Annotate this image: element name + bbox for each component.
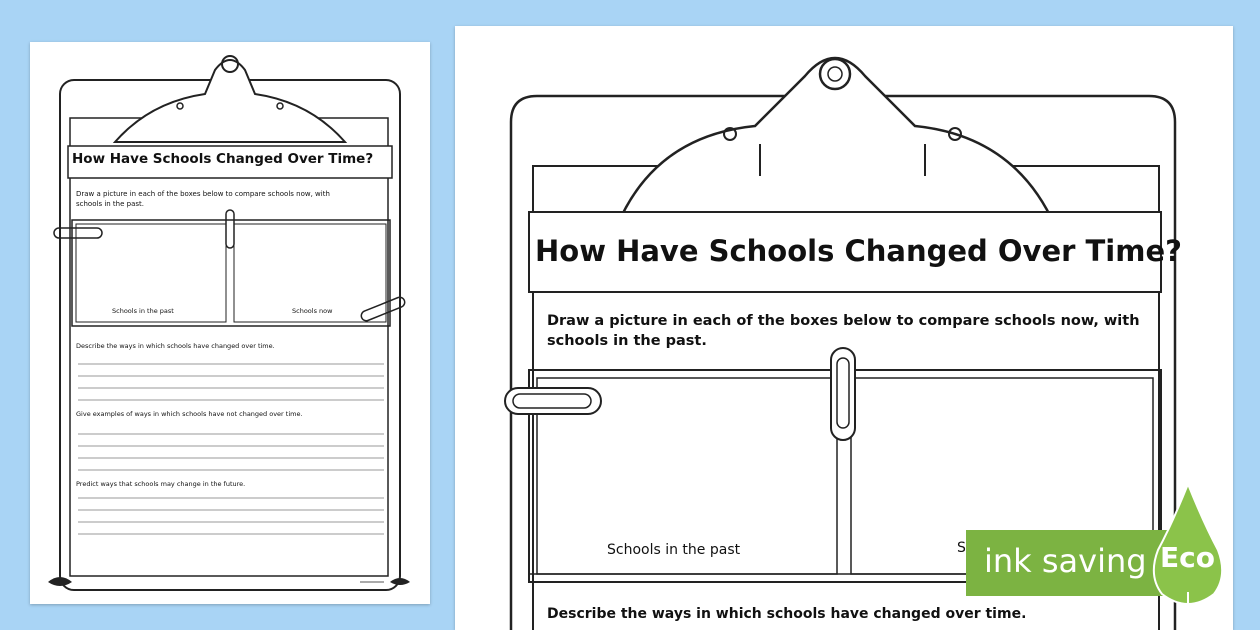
ink-saving-label: ink saving	[984, 542, 1147, 580]
thumbnail-instruction-1: Draw a picture in each of the boxes below to compare schools now, with	[76, 190, 330, 198]
eco-label: Eco	[1160, 541, 1215, 574]
thumbnail-question-2: Give examples of ways in which schools have not changed over time.	[76, 410, 303, 418]
zoomed-instruction-2: schools in the past.	[547, 333, 707, 349]
thumbnail-title: How Have Schools Changed Over Time?	[72, 151, 374, 167]
zoomed-box-right-label: S	[957, 540, 966, 556]
thumbnail-question-3: Predict ways that schools may change in the future.	[76, 480, 246, 488]
thumbnail-question-1: Describe the ways in which schools have changed over time.	[76, 342, 275, 350]
thumbnail-page[interactable]	[30, 42, 430, 604]
thumbnail-box-left-label: Schools in the past	[112, 307, 174, 315]
zoomed-instruction-1: Draw a picture in each of the boxes below to compare schools now, with	[547, 313, 1140, 329]
thumbnail-box-right-label: Schools now	[292, 307, 333, 315]
zoomed-box-left-label: Schools in the past	[607, 542, 741, 558]
zoomed-question-1: Describe the ways in which schools have changed over time.	[547, 606, 1027, 622]
thumbnail-clipboard-drawing	[30, 42, 430, 604]
thumbnail-instruction-2: schools in the past.	[76, 200, 144, 208]
zoomed-title: How Have Schools Changed Over Time?	[535, 234, 1182, 268]
